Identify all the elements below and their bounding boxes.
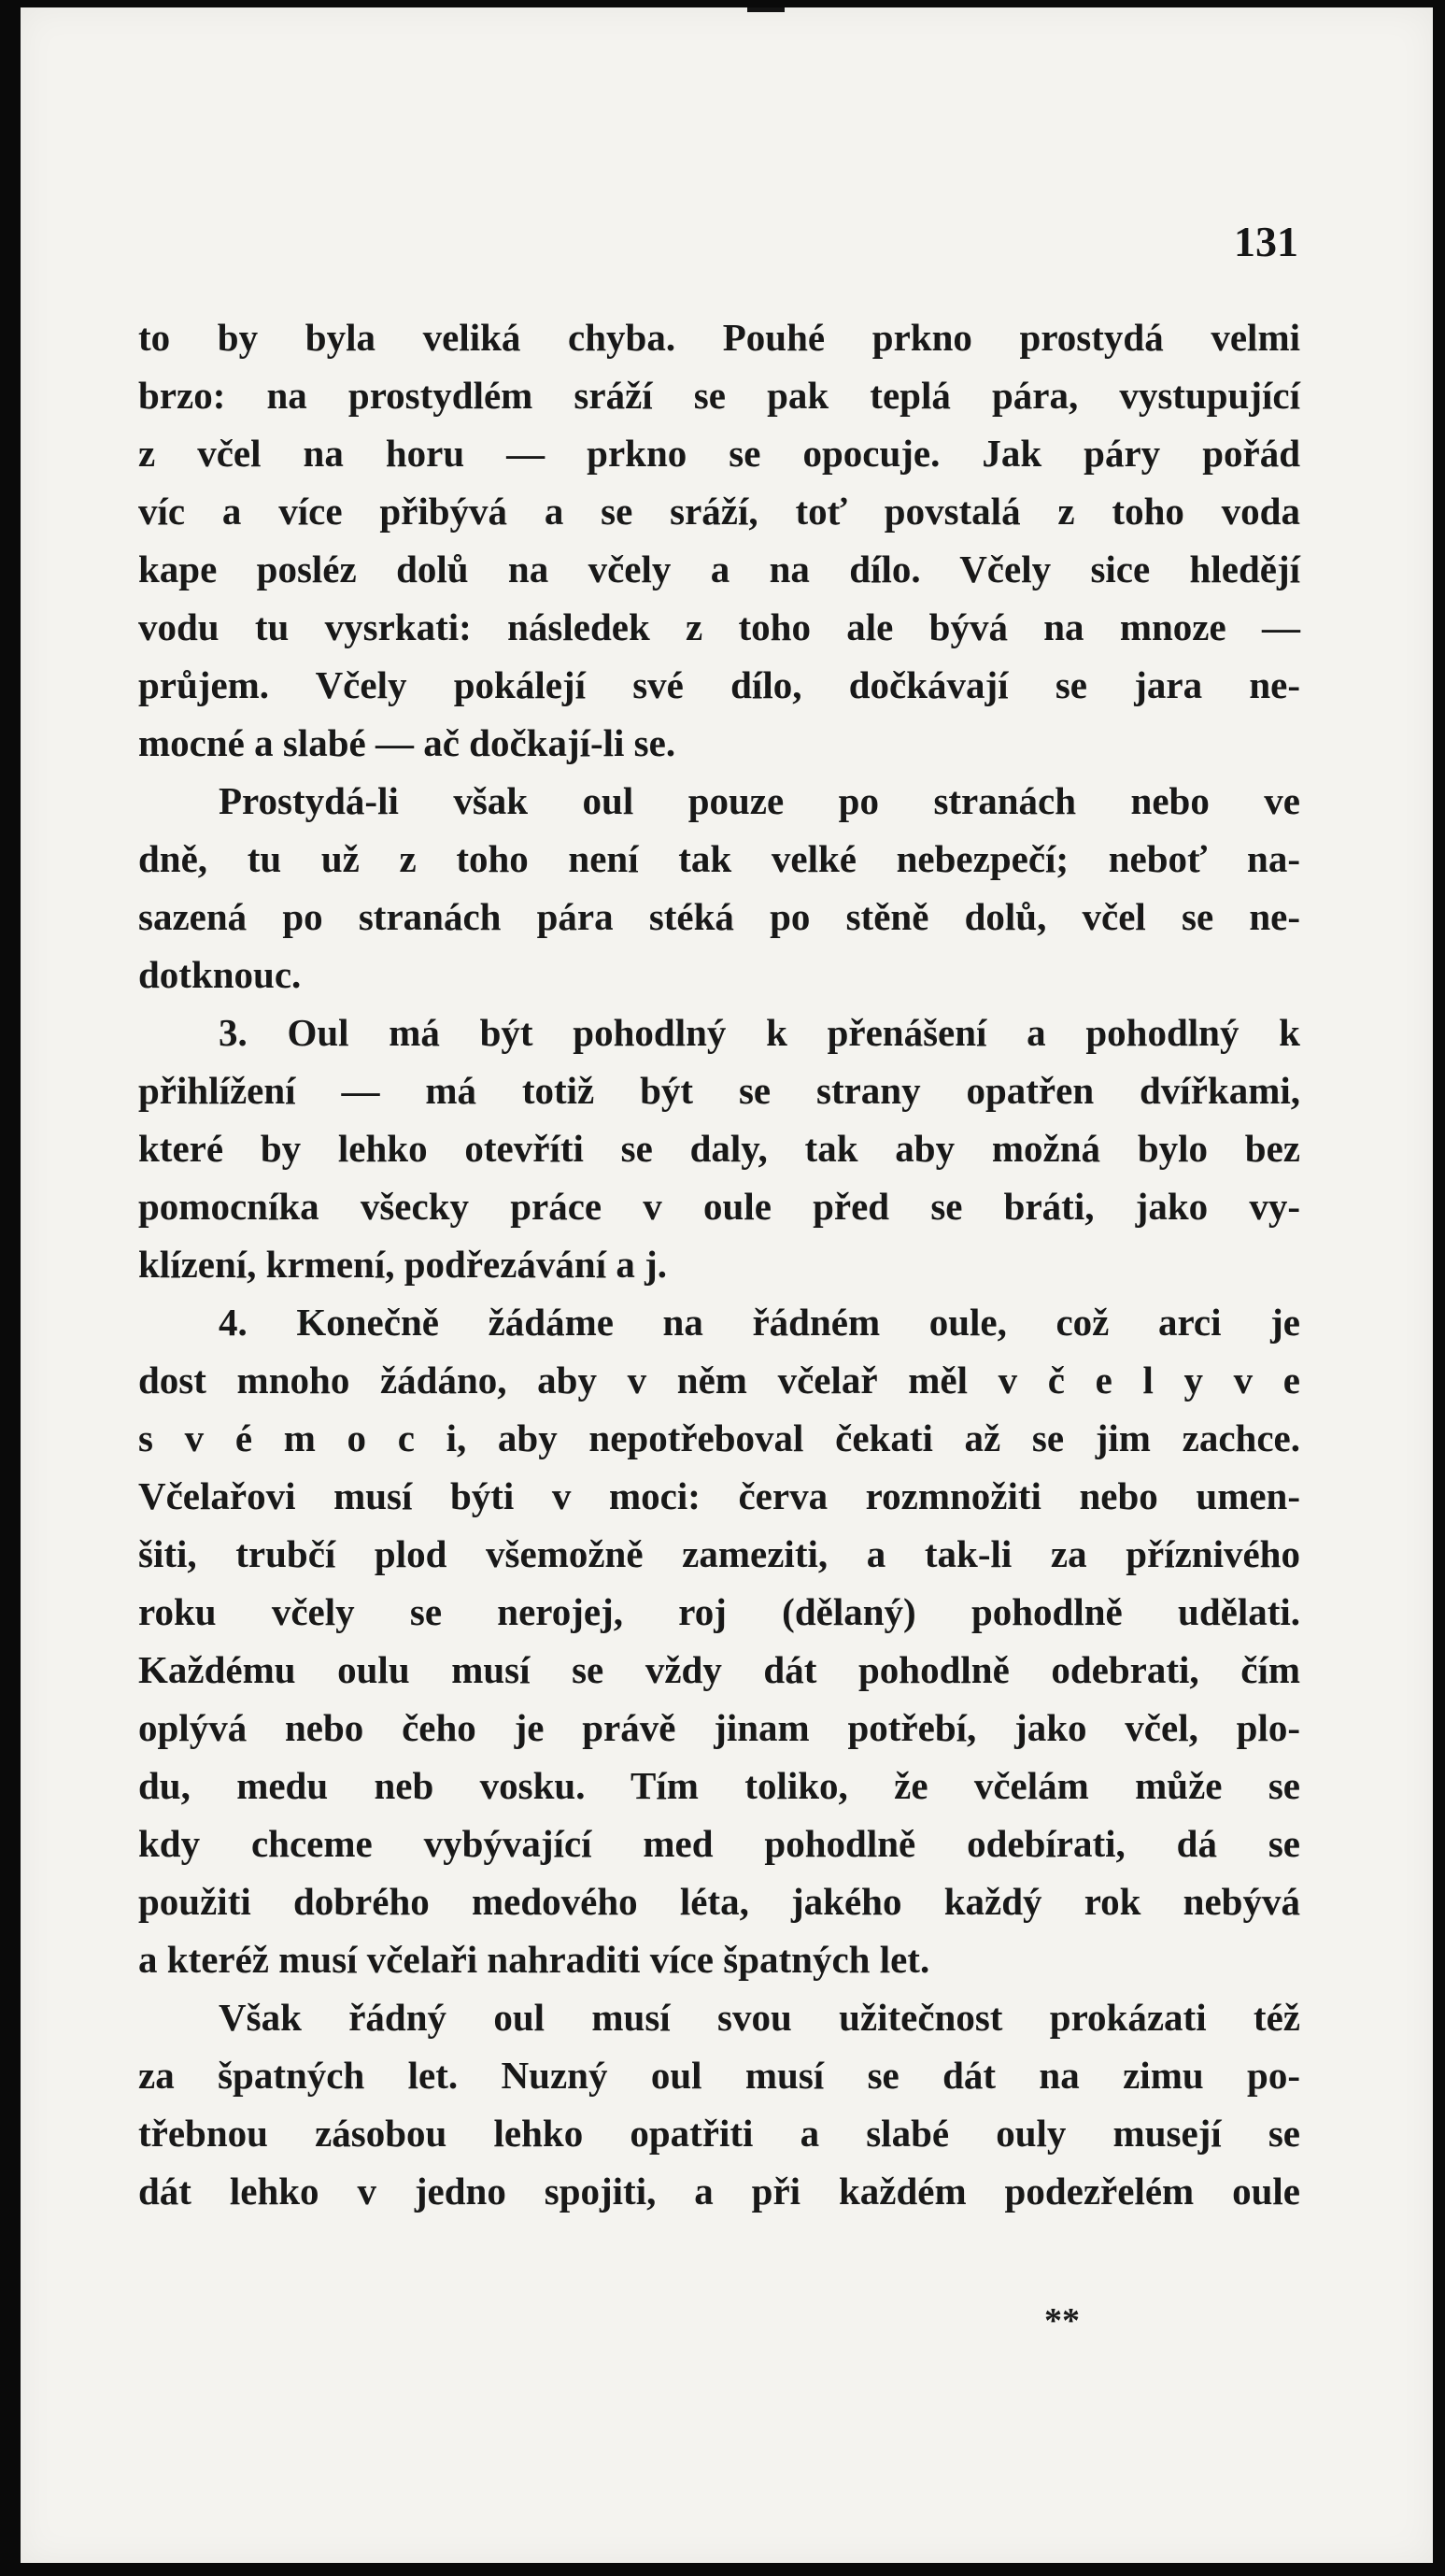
paragraph-2: [138, 772, 1300, 1003]
text-line: klízení, krmení, podřezávání a j.: [138, 1243, 668, 1286]
text-line: dát lehko v jedno spojiti, a při každém podezřelém oule: [138, 2170, 1300, 2213]
text-line: du, medu neb vosku. Tím toliko, že včelám může se: [138, 1764, 1300, 1807]
text-line: dotknouc.: [138, 953, 302, 996]
text-line: sazená po stranách pára stéká po stěně dolů, včel se ne-: [138, 895, 1300, 938]
text-line: mocné a slabé — ač dočkají-li se.: [138, 721, 676, 764]
text-line: pomocníka všecky práce v oule před se bráti, jako vy-: [138, 1185, 1300, 1228]
text-line: to by byla veliká chyba. Pouhé prkno prostydá velmi: [138, 316, 1300, 359]
text-line: oplývá nebo čeho je právě jinam potřebí, jako včel, plo-: [138, 1706, 1300, 1749]
text-line: třebnou zásobou lehko opatřiti a slabé ouly musejí se: [138, 2112, 1300, 2155]
text-line: kape posléz dolů na včely a na dílo. Včely sice hledějí: [138, 548, 1300, 591]
text-line: kdy chceme vybývající med pohodlně odebírati, dá se: [138, 1822, 1300, 1865]
text-line: Však řádný oul musí svou užitečnost prokázati též: [219, 1996, 1300, 2039]
text-line: roku včely se nerojej, roj (dělaný) pohodlně udělati.: [138, 1590, 1300, 1633]
text-line: dost mnoho žádáno, aby v něm včelař měl v č e l y v e: [138, 1359, 1300, 1402]
page-number: 131: [1234, 218, 1298, 265]
text-line: které by lehko otevříti se daly, tak aby možná bylo bez: [138, 1127, 1300, 1170]
scan-border-left: [0, 0, 21, 2576]
text-line: dně, tu už z toho není tak velké nebezpečí; neboť na-: [138, 837, 1300, 880]
body-text: [138, 308, 1300, 2220]
text-line: brzo: na prostydlém sráží se pak teplá pára, vystupující: [138, 374, 1300, 417]
text-line: za špatných let. Nuzný oul musí se dát na zimu po-: [138, 2054, 1300, 2097]
scan-smudge: [747, 7, 785, 12]
text-line: víc a více přibývá a se sráží, toť povstalá z toho voda: [138, 490, 1300, 533]
signature-mark: **: [1044, 2301, 1080, 2341]
text-line: Prostydá-li však oul pouze po stranách nebo ve: [219, 779, 1300, 822]
paragraph-4: [138, 1293, 1300, 1988]
text-line: šiti, trubčí plod všemožně zameziti, a tak-li za příznivého: [138, 1532, 1300, 1575]
text-line: s v é m o c i, aby nepotřeboval čekati až se jim zachce.: [138, 1416, 1300, 1459]
text-line: z včel na horu — prkno se opocuje. Jak páry pořád: [138, 432, 1300, 475]
paragraph-3: [138, 1003, 1300, 1293]
text-line: a kteréž musí včelaři nahraditi více špatných let.: [138, 1938, 930, 1981]
text-line: vodu tu vysrkati: následek z toho ale bývá na mnoze —: [138, 605, 1300, 648]
text-line: Včelařovi musí býti v moci: červa rozmnožiti nebo umen-: [138, 1474, 1300, 1517]
text-line: přihlížení — má totiž být se strany opatřen dvířkami,: [138, 1069, 1300, 1112]
paragraph-5: [138, 1988, 1300, 2220]
text-line: 3. Oul má být pohodlný k přenášení a pohodlný k: [219, 1011, 1300, 1054]
text-line: použiti dobrého medového léta, jakého každý rok nebývá: [138, 1880, 1300, 1923]
text-line: Každému oulu musí se vždy dát pohodlně odebrati, čím: [138, 1648, 1300, 1691]
text-line: průjem. Včely pokálejí své dílo, dočkávají se jara ne-: [138, 663, 1300, 706]
text-line: 4. Konečně žádáme na řádném oule, což arci je: [219, 1301, 1300, 1344]
paragraph-1: [138, 308, 1300, 772]
